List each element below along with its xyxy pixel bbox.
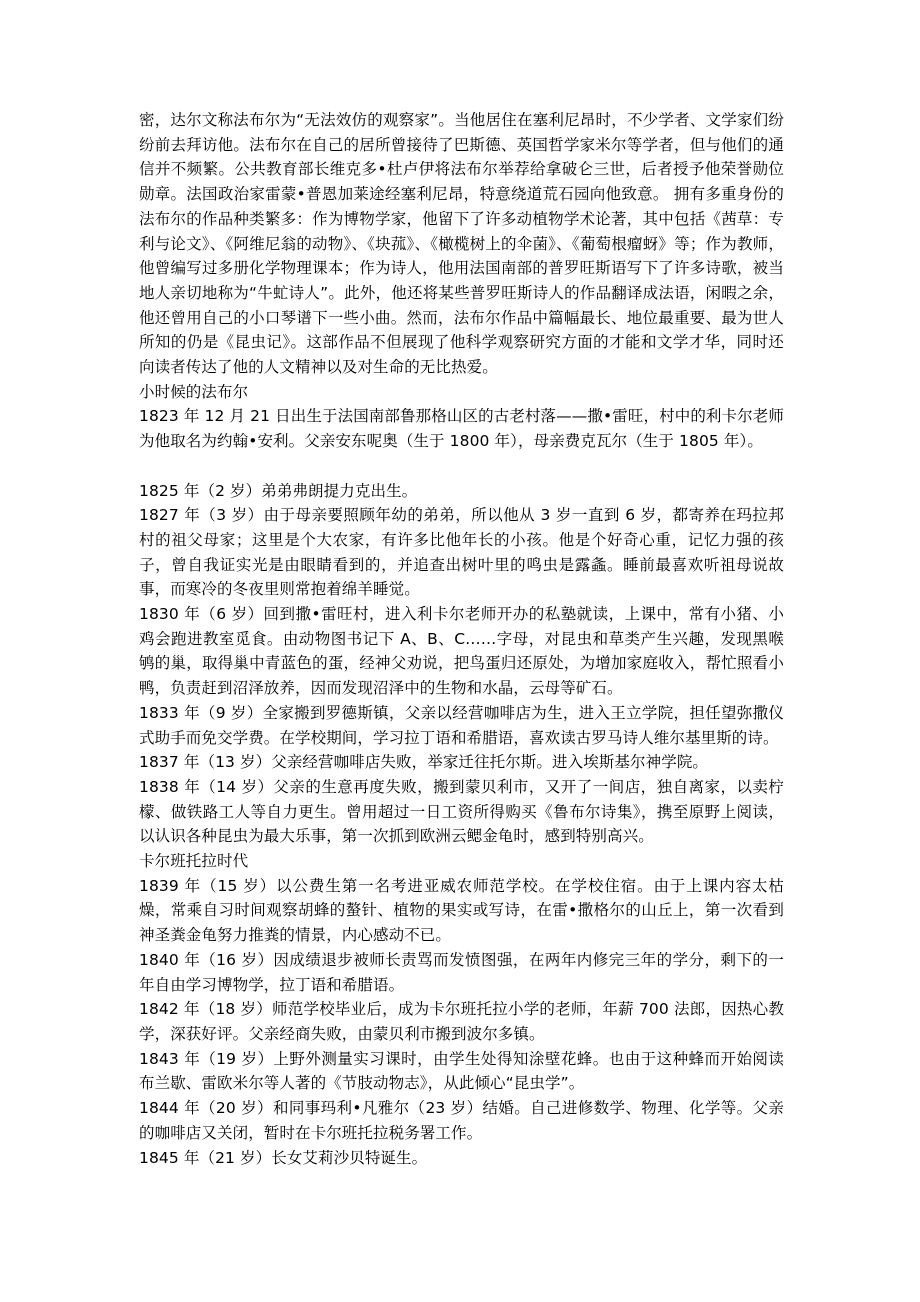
timeline-entry: 1845 年（21 岁）长女艾莉沙贝特诞生。 bbox=[139, 1148, 428, 1167]
timeline-entry: 1844 年（20 岁）和同事玛利•凡雅尔（23 岁）结婚。自己进修数学、物理、化学等。父亲的咖啡店又关闭，暂时在卡尔班托拉税务署工作。 bbox=[139, 1099, 784, 1142]
section-heading-childhood: 小时候的法布尔 bbox=[139, 382, 249, 401]
timeline-entry: 1825 年（2 岁）弟弟弗朗提力克出生。 bbox=[139, 481, 418, 500]
document-page bbox=[139, 108, 784, 1170]
timeline-entry: 1838 年（14 岁）父亲的生意再度失败，搬到蒙贝利市，又开了一间店，独自离家，以卖柠檬、做铁路工人等自力更生。曾用超过一日工资所得购买《鲁布尔诗集》，携至原野上阅读，以认识各种昆虫为最大乐事，第一次抓到欧洲云鳃金龟时，感到特别高兴。 bbox=[139, 777, 784, 846]
timeline-entry: 1833 年（9 岁）全家搬到罗德斯镇，父亲以经营咖啡店为生，进入王立学院，担任望弥撒仪式助手而免交学费。在学校期间，学习拉丁语和希腊语，喜欢读古罗马诗人维尔基里斯的诗。 bbox=[139, 703, 784, 747]
intro-paragraph: 密，达尔文称法布尔为“无法效仿的观察家”。当他居住在塞利尼昂时，不少学者、文学家们纷纷前去拜访他。法布尔在自己的居所曾接待了巴斯德、英国哲学家米尔等学者，但与他们的通信并不频繁。公共教育部长维克多•杜卢伊将法布尔举荐给拿破仑三世，后者授予他荣誉勋位勋章。法国政治家雷蒙•普恩加莱途经塞利尼昂，特意绕道荒石园向他致意。 拥有多重身份的法布尔的作品种类繁多：作为博物学家，他留下了许多动植物学术论著，其中包括《茜草：专利与论文》、《阿维尼翁的动物》、《块菰》、《橄榄树上的伞菌》、《葡萄根瘤蚜》等；作为教师，他曾编写过多册化学物理课本；作为诗人，他用法国南部的普罗旺斯语写下了许多诗歌，被当地人亲切地称为“牛虻诗人”。此外，他还将某些普罗旺斯诗人的作品翻译成法语，闲暇之余，他还曾用自己的小口琴谱下一些小曲。然而，法布尔作品中篇幅最长、地位最重要、最为世人所知的仍是《昆虫记》。这部作品不但展现了他科学观察研究方面的才能和文学才华，同时还向读者传达了他的人文精神以及对生命的无比热爱。 bbox=[139, 111, 784, 377]
timeline-entry: 1842 年（18 岁）师范学校毕业后，成为卡尔班托拉小学的老师，年薪 700 法郎，因热心教学，深获好评。父亲经商失败，由蒙贝利市搬到波尔多镇。 bbox=[139, 1000, 784, 1043]
section-heading-carpentras: 卡尔班托拉时代 bbox=[139, 852, 249, 871]
timeline-entry: 1830 年（6 岁）回到撒•雷旺村，进入利卡尔老师开办的私塾就读，上课中，常有小猪、小鸡会跑进教室觅食。由动物图书记下 A、B、C……字母，对昆虫和草类产生兴趣，发现黑喉鸲的巢，取得巢中青蓝色的蛋，经神父劝说，把鸟蛋归还原处，为增加家庭收入，帮忙照看小鸭，负责赶到沼泽放养，因而发现沼泽中的生物和水晶，云母等矿石。 bbox=[139, 605, 784, 698]
blank-line bbox=[139, 454, 784, 479]
timeline-entry: 1843 年（19 岁）上野外测量实习课时，由学生处得知涂壁花蜂。也由于这种蜂而开始阅读布兰歇、雷欧米尔等人著的《节肢动物志》，从此倾心“昆虫学”。 bbox=[139, 1049, 784, 1093]
timeline-entry: 1827 年（3 岁）由于母亲要照顾年幼的弟弟，所以他从 3 岁一直到 6 岁，都寄养在玛拉邦村的祖父母家；这里是个大农家，有许多比他年长的小孩。他是个好奇心重，记忆力强的孩子，曾自我证实光是由眼睛看到的，并追查出树叶里的鸣虫是露螽。睡前最喜欢听祖母说故事，而寒冷的冬夜里则常抱着绵羊睡觉。 bbox=[139, 506, 784, 599]
birth-paragraph: 1823 年 12 月 21 日出生于法国南部鲁那格山区的古老村落——撒•雷旺，村中的利卡尔老师为他取名为约翰•安利。父亲安东呢奥（生于 1800 年），母亲费克瓦尔（生于 1805 年）。 bbox=[139, 407, 784, 451]
timeline-entry: 1839 年（15 岁）以公费生第一名考进亚威农师范学校。在学校住宿。由于上课内容太枯燥，常乘自习时间观察胡蜂的螯针、植物的果实或写诗，在雷•撒格尔的山丘上，第一次看到神圣粪金龟努力推粪的情景，内心感动不已。 bbox=[139, 876, 784, 945]
timeline-entry: 1837 年（13 岁）父亲经营咖啡店失败，举家迁往托尔斯。进入埃斯基尔神学院。 bbox=[139, 753, 709, 772]
timeline-entry: 1840 年（16 岁）因成绩退步被师长责骂而发愤图强，在两年内修完三年的学分，剩下的一年自由学习博物学，拉丁语和希腊语。 bbox=[139, 950, 784, 994]
